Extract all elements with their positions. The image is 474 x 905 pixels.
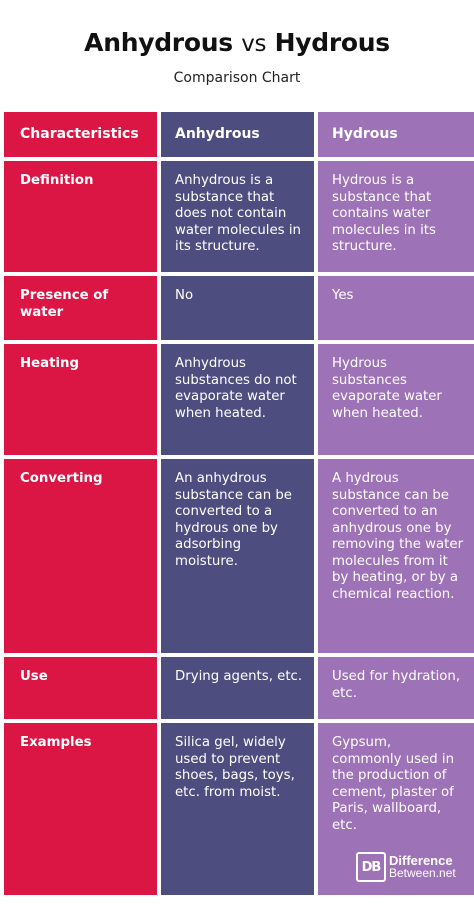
logo-line-1: Difference	[389, 853, 453, 868]
column-header-hydrous: Hydrous	[318, 112, 474, 157]
page-subtitle: Comparison Chart	[173, 70, 301, 86]
table-row	[0, 459, 474, 657]
title-right: Hydrous	[274, 28, 390, 57]
logo-text	[389, 854, 456, 880]
row-anhydrous-value: Anhydrous substances do not evaporate water when heated.	[161, 344, 314, 455]
row-characteristic: Use	[4, 657, 157, 719]
row-characteristic: Examples	[4, 723, 157, 895]
title-vs: vs	[241, 31, 267, 57]
difference-between-logo	[356, 851, 456, 883]
row-hydrous-value: Used for hydration, etc.	[318, 657, 474, 719]
table-row	[0, 276, 474, 344]
row-characteristic: Converting	[4, 459, 157, 653]
row-hydrous-value: Hydrous is a substance that contains water molecules in its structure.	[318, 161, 474, 272]
table-row	[0, 161, 474, 276]
row-hydrous-value: A hydrous substance can be converted to an anhydrous one by removing the water molecules from it by heating, or by a chemical reaction.	[318, 459, 474, 653]
logo-line-2: Between.net	[389, 866, 456, 880]
row-hydrous-value: Gypsum, commonly used in the production of cement, plaster of Paris, wallboard, etc.	[318, 723, 474, 895]
row-characteristic: Presence of water	[4, 276, 157, 340]
comparison-table	[0, 112, 474, 895]
page-title	[0, 28, 474, 57]
row-anhydrous-value: Anhydrous is a substance that does not contain water molecules in its structure.	[161, 161, 314, 272]
title-left: Anhydrous	[84, 28, 233, 57]
table-row	[0, 344, 474, 459]
chart-header	[0, 0, 474, 112]
row-anhydrous-value: Drying agents, etc.	[161, 657, 314, 719]
column-header-characteristics: Characteristics	[4, 112, 157, 157]
row-anhydrous-value: No	[161, 276, 314, 340]
row-hydrous-value: Yes	[318, 276, 474, 340]
row-anhydrous-value: An anhydrous substance can be converted to a hydrous one by adsorbing moisture.	[161, 459, 314, 653]
db-logo-icon: DB	[356, 852, 386, 882]
row-characteristic: Definition	[4, 161, 157, 272]
row-hydrous-value: Hydrous substances evaporate water when heated.	[318, 344, 474, 455]
column-header-anhydrous: Anhydrous	[161, 112, 314, 157]
table-header-row	[0, 112, 474, 161]
row-characteristic: Heating	[4, 344, 157, 455]
row-anhydrous-value: Silica gel, widely used to prevent shoes, bags, toys, etc. from moist.	[161, 723, 314, 895]
table-row	[0, 657, 474, 723]
